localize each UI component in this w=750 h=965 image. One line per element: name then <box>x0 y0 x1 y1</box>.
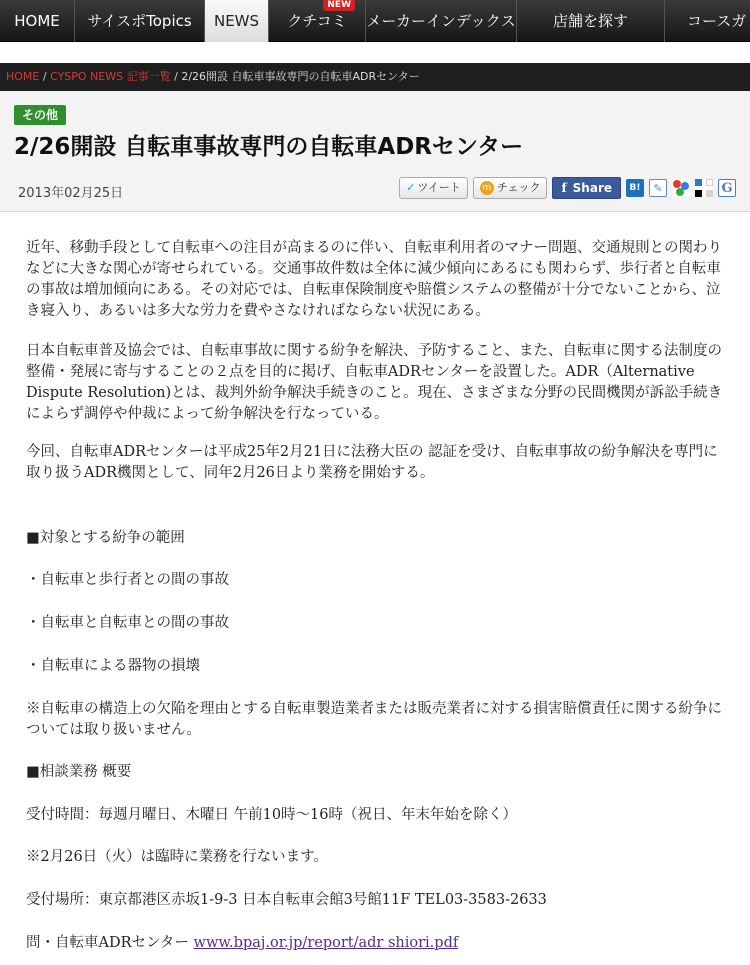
breadcrumb-separator: / <box>174 70 178 83</box>
article-date: 2013年02月25日 <box>18 186 124 201</box>
header-divider <box>0 211 750 212</box>
scope-item: ・自転車と自転車との間の事故 <box>26 615 229 631</box>
tweet-button[interactable] <box>399 177 468 199</box>
scope-item: ・自転車による器物の損壊 <box>26 658 200 674</box>
new-badge: NEW <box>323 0 355 11</box>
bookmark-flower-icon[interactable] <box>672 179 690 197</box>
nav-shop-search-label: 店舗を探す <box>552 12 628 30</box>
brochure-pdf-link[interactable]: www.bpaj.or.jp/report/adr shiori.pdf <box>193 935 459 951</box>
twitter-bird-icon: ✓ <box>406 181 416 194</box>
reception-place: 受付場所：東京都港区赤坂1-9-3 日本自転車会館3号館11F TEL03-3583-2633 <box>26 892 547 908</box>
article-header <box>0 91 750 211</box>
contact-label: 問・自転車ADRセンター <box>26 935 189 951</box>
article-title: 2/26開設 自転車事故専門の自転車ADRセンター <box>14 134 524 160</box>
mixi-check-button[interactable] <box>473 177 548 199</box>
paragraph-intro: 近年、移動手段として自転車への注目が高まるのに伴い、自転車利用者のマナー問題、交通規則との関わりなどに大きな関心が寄せられている。交通事故件数は全体に減少傾向にあるにも関わらず、歩行者と自転車の事故は増加傾向にある。その対応では、自転車保険制度や賠償システムの整備が十分でないことから、泣き寝入り、あるいは多大な労力を費やさなければならない状況にある。 <box>26 240 722 319</box>
paragraph-announcement: 今回、自転車ADRセンターは平成25年2月21日に法務大臣の 認証を受け、自転車事故の紛争解決を専門に取り扱うADR機関として、同年2月26日より業務を開始する。 <box>26 444 718 481</box>
nav-maker-index-label: メーカーインデックス <box>366 12 516 30</box>
mixi-icon: m <box>480 181 494 195</box>
nav-home-label: HOME <box>14 12 60 30</box>
nav-course-guide-label: コースガ <box>687 12 747 30</box>
nav-home[interactable] <box>0 0 75 42</box>
nav-topics[interactable] <box>75 0 205 42</box>
nav-topics-label: サイスポTopics <box>87 12 192 30</box>
nav-shop-search[interactable] <box>517 0 665 42</box>
nav-course-guide[interactable] <box>665 0 750 42</box>
scope-item: ・自転車と歩行者との間の事故 <box>26 572 229 588</box>
special-notice: ※2月26日（火）は臨時に業務を行ないます。 <box>26 849 329 865</box>
nav-kuchikomi[interactable] <box>269 0 366 42</box>
clip-icon[interactable]: ✎ <box>649 179 667 197</box>
nav-maker-index[interactable] <box>366 0 517 42</box>
global-nav <box>0 0 750 42</box>
service-heading: ■相談業務 概要 <box>26 764 132 780</box>
paragraph-association: 日本自転車普及協会では、自転車事故に関する紛争を解決、予防すること、また、自転車に関する法制度の整備・発展に寄与することの２点を目的に掲げ、自転車ADRセンターを設置した。ADR（Alternative Dispute Resolution)とは、裁判外紛争解決手続きのこと。現在、さまざまな分野の民間機関が訴訟手続きによらず調停や仲裁によって紛争解決を行なっている。 <box>26 343 723 422</box>
breadcrumb-home[interactable]: HOME <box>6 70 40 83</box>
google-bookmark-icon[interactable]: G <box>718 179 736 197</box>
breadcrumb-news-list[interactable]: CYSPO NEWS 記事一覧 <box>50 70 171 83</box>
breadcrumb-current: 2/26開設 自転車事故専門の自転車ADRセンター <box>181 70 420 83</box>
delicious-icon[interactable] <box>695 179 713 197</box>
nav-kuchikomi-label: クチコミ <box>287 12 347 30</box>
scope-heading: ■対象とする紛争の範囲 <box>26 530 185 546</box>
facebook-share-button[interactable] <box>552 177 621 199</box>
contact-line <box>26 933 732 954</box>
breadcrumb-separator: / <box>42 70 47 83</box>
nav-news-label: NEWS <box>213 12 260 30</box>
nav-spacer <box>0 43 750 63</box>
category-badge[interactable]: その他 <box>14 105 66 125</box>
share-buttons <box>399 177 736 199</box>
exclusion-note: ※自転車の構造上の欠陥を理由とする自転車製造業者または販売業者に対する損害賠償責任に関する紛争については取り扱いません。 <box>26 701 722 738</box>
facebook-icon: f <box>561 181 567 195</box>
nav-news[interactable] <box>205 0 269 42</box>
tweet-label: ツイート <box>417 181 461 194</box>
check-label: チェック <box>496 181 541 194</box>
facebook-share-label: Share <box>572 181 612 195</box>
reception-hours: 受付時間：毎週月曜日、木曜日 午前10時～16時（祝日、年末年始を除く） <box>26 807 518 823</box>
breadcrumb <box>0 63 750 91</box>
hatena-bookmark-icon[interactable]: B! <box>626 179 644 197</box>
